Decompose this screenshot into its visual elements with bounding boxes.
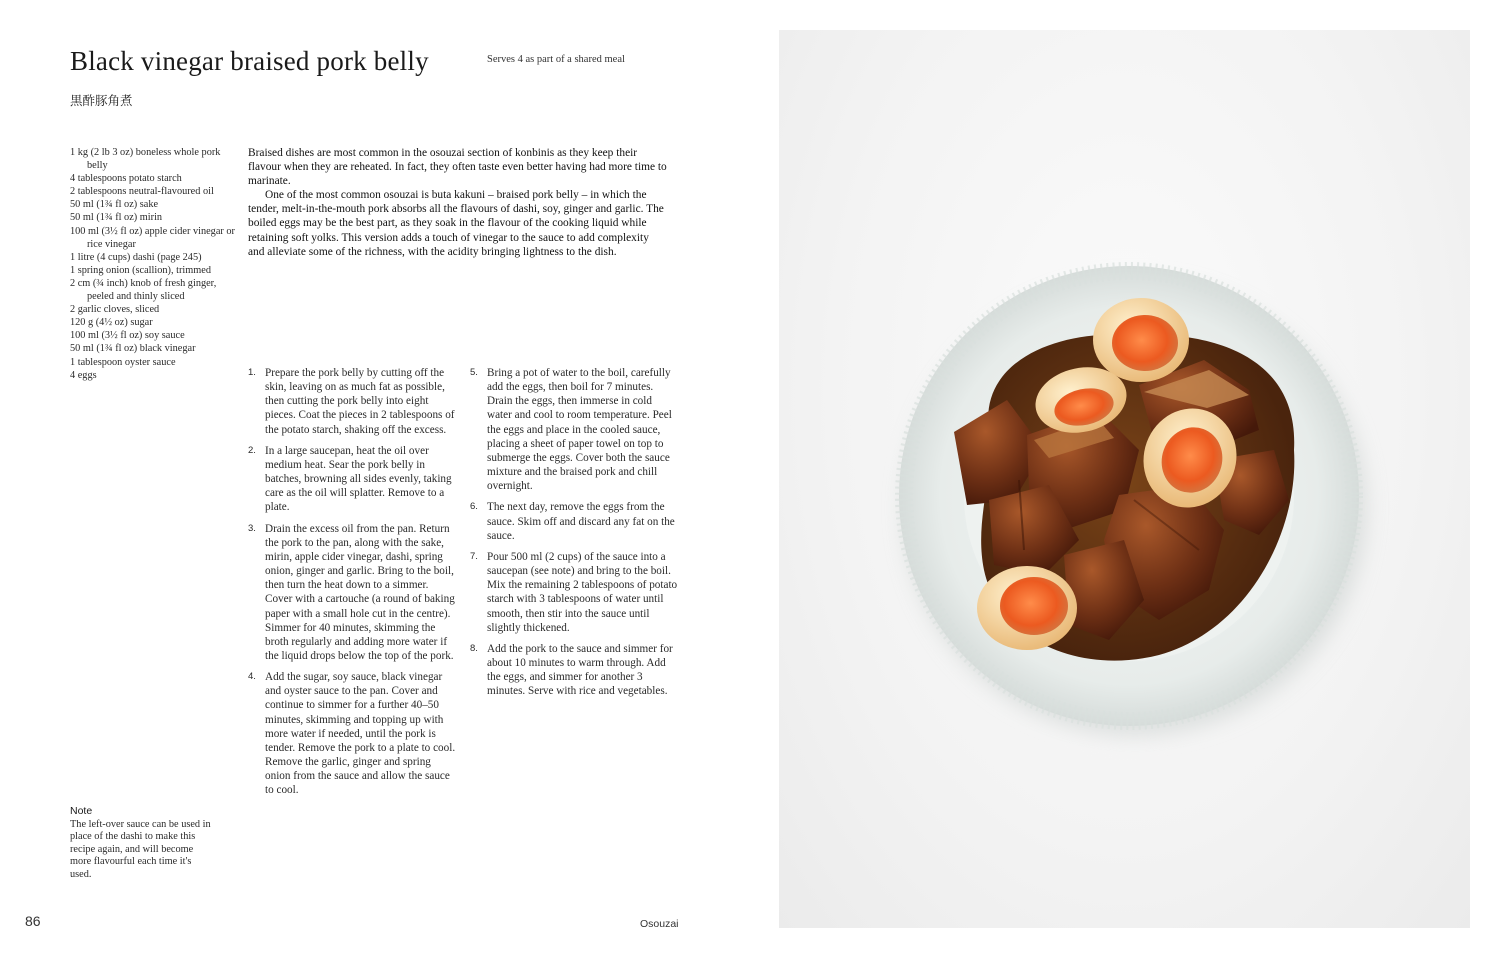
step-number: 4. [248,671,256,683]
ingredient-item: 4 eggs [70,369,97,381]
method-step [470,550,678,635]
dish-photo [779,30,1470,928]
method-step [248,366,458,437]
intro-text [248,146,668,259]
recipe-title: Black vinegar braised pork belly [70,46,429,76]
method-step [470,500,678,542]
step-number: 5. [470,367,478,378]
step-text: Bring a pot of water to the boil, carefully add the eggs, then boil for 7 minutes. Drain the eggs, then immerse in cold water and cool to room temperature. Peel the eggs and place in the cooled sauce, placing a sheet of paper towel on top to submerge the eggs. Cover both the sauce mixture and the braised pork and chill overnight. [487,367,672,493]
step-text: Pour 500 ml (2 cups) of the sauce into a saucepan (see note) and bring to the boil. Mix the remaining 2 tablespoons of potato starch with 3 tablespoons of water until smooth, then stir into the sauce until slightly thickened. [487,550,678,634]
step-text: The next day, remove the eggs from the sauce. Skim off and discard any fat on the sauce. [487,501,675,542]
pork-belly-plate-illustration [779,30,1470,928]
ingredient-item: 1 spring onion (scallion), trimmed [70,264,211,276]
japanese-title: 黒酢豚角煮 [70,93,133,108]
step-text: Prepare the pork belly by cutting off the skin, leaving on as much fat as possible, then cutting the pork belly into eight pieces. Coat the pieces in 2 tablespoons of the potato starch, shaking off the excess. [265,367,455,436]
note-heading: Note [70,805,93,817]
egg-half [1093,298,1189,382]
intro-paragraph: One of the most common osouzai is buta kakuni – braised pork belly – in which the tender, melt-in-the-mouth pork absorbs all the flavours of dashi, soy, ginger and garlic. The boiled eggs may be the best part, as they soak in the flavour of the cooking liquid while retaining soft yolks. This version adds a touch of vinegar to the sauce to add complexity and alleviate some of the richness, with the acidity bringing lightness to the dish. [248,189,664,258]
step-number: 3. [248,522,256,534]
step-text: Add the pork to the sauce and simmer for about 10 minutes to warm through. Add the eggs, and simmer for another 3 minutes. Serve with rice and vegetables. [487,642,673,698]
step-number: 2. [248,444,256,456]
ingredient-item: 50 ml (1¾ fl oz) black vinegar [70,343,196,355]
ingredient-list [70,146,242,382]
page-number: 86 [25,913,41,929]
ingredient-item: 1 kg (2 lb 3 oz) boneless whole pork belly [70,147,221,172]
serves-note: Serves 4 as part of a shared meal [487,54,625,65]
ingredient-item: 100 ml (3½ fl oz) soy sauce [70,330,185,342]
method-step [248,444,458,515]
step-number: 1. [248,367,256,378]
ingredient-item: 50 ml (1¾ fl oz) sake [70,199,159,211]
method-steps-column-2 [470,366,678,705]
note-text: The left-over sauce can be used in place of the dashi to make this recipe again, and will become more flavourful each time it's used. [70,818,211,880]
step-number: 7. [470,550,478,562]
step-text: Add the sugar, soy sauce, black vinegar and oyster sauce to the pan. Cover and continue to simmer for a further 40–50 minutes, skimming and topping up with more water if needed, until the pork is tender. Remove the pork to a plate to cool. Remove the garlic, ginger and spring onion from the sauce and allow the sauce to cool. [265,671,456,797]
step-text: In a large saucepan, heat the oil over medium heat. Sear the pork belly in batches, browning all sides evenly, taking care as the oil will splatter. Remove to a plate. [265,444,452,514]
intro-paragraph: Braised dishes are most common in the osouzai section of konbinis as they keep their flavour when they are reheated. In fact, they often taste even better having had more time to marinate. [248,147,667,188]
method-step [470,366,678,493]
recipe-note [70,805,212,882]
ingredient-item: 2 garlic cloves, sliced [70,304,160,316]
step-number: 8. [470,642,478,654]
ingredient-item: 50 ml (1¾ fl oz) mirin [70,212,163,224]
ingredient-item: 1 litre (4 cups) dashi (page 245) [70,251,202,263]
method-step [248,670,458,797]
ingredient-item: 2 tablespoons neutral-flavoured oil [70,186,214,198]
ingredient-item: 2 cm (¾ inch) knob of fresh ginger, peeled and thinly sliced [70,277,217,303]
running-footer: Osouzai [640,918,679,930]
ingredient-item: 120 g (4½ oz) sugar [70,317,153,329]
ingredient-item: 100 ml (3½ fl oz) apple cider vinegar or rice vinegar [70,225,235,250]
ingredient-item: 1 tablespoon oyster sauce [70,356,176,368]
method-step [248,522,458,664]
egg-half [977,566,1077,650]
step-text: Drain the excess oil from the pan. Return the pork to the pan, along with the sake, mirin, apple cider vinegar, dashi, spring onion, ginger and garlic. Bring to the boil, then turn the heat down to a simmer. Cover with a cartouche (a round of baking paper with a small hole cut in the centre). Simmer for 40 minutes, skimming the broth regularly and adding more water if the liquid drops below the top of the pork. [265,522,455,662]
method-steps-column-1 [248,366,458,805]
method-step [470,642,678,699]
step-number: 6. [470,501,478,513]
ingredient-item: 4 tablespoons potato starch [70,173,182,185]
